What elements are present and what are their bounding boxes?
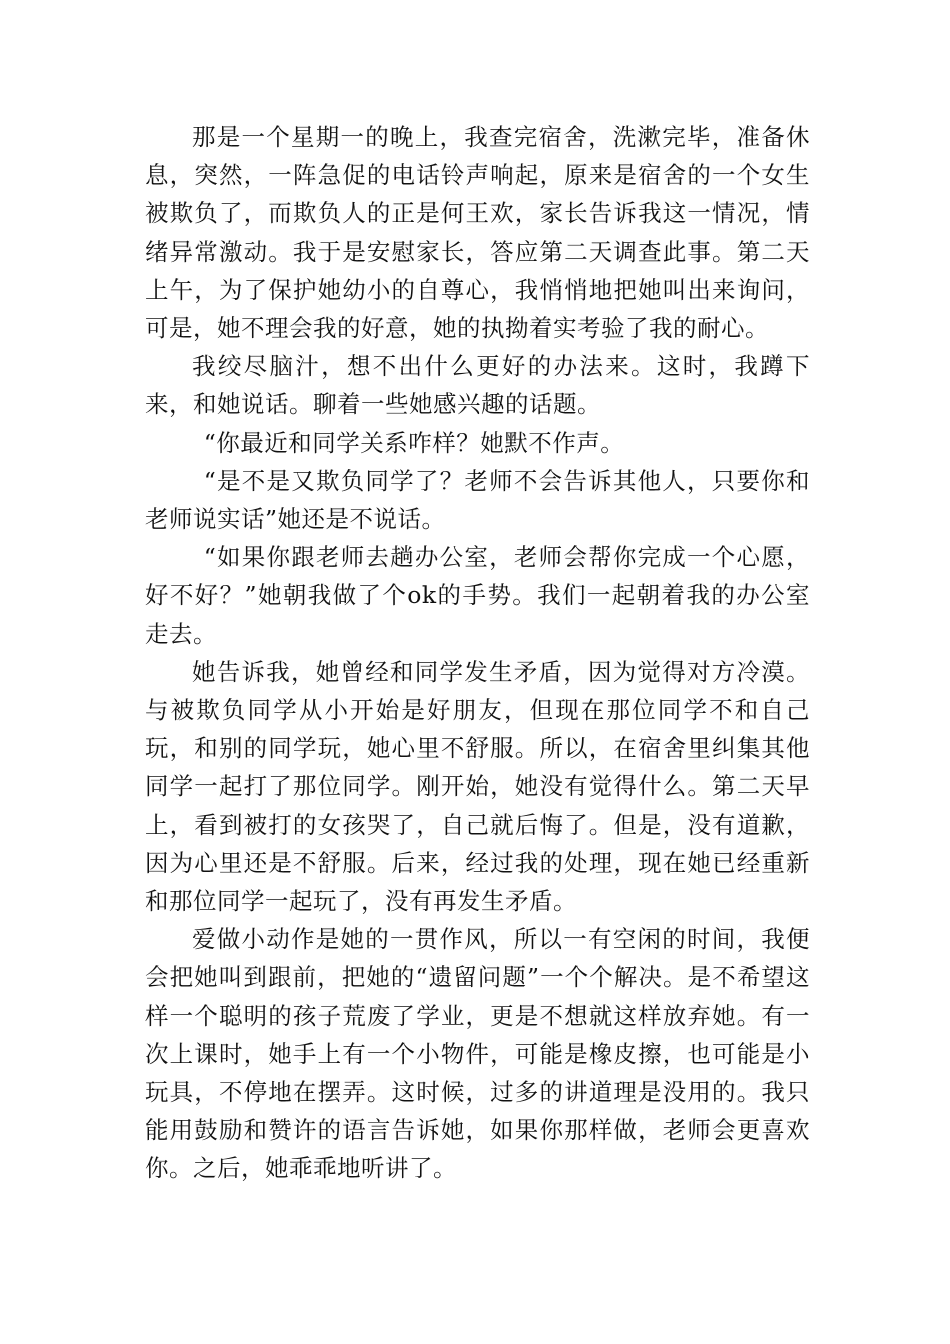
paragraph-3: “你最近和同学关系咋样？她默不作声。 (203, 428, 625, 457)
paragraph-6: 她告诉我，她曾经和同学发生矛盾，因为觉得对方冷漠。与被欺负同学从小开始是好朋友，但现在那位同学不和自己玩，和别的同学玩，她心里不舒服。所以，在宿舍里纠集其他同学一起打了那位同学。刚开始，她没有觉得什么。第二天早上，看到被打的女孩哭了，自己就后悔了。但是，没有道歉，因为心里还是不舒服。后来，经过我的处理，现在她已经重新和那位同学一起玩了，没有再发生矛盾。 (145, 657, 810, 916)
paragraph-5: “如果你跟老师去趟办公室，老师会帮你完成一个心愿，好不好？”她朝我做了个ok的手势。我们一起朝着我的办公室走去。 (145, 543, 810, 648)
paragraph-2: 我绞尽脑汁，想不出什么更好的办法来。这时，我蹲下来，和她说话。聊着一些她感兴趣的话题。 (145, 352, 810, 419)
document-page (145, 118, 810, 1188)
paragraph-4: “是不是又欺负同学了？老师不会告诉其他人，只要你和老师说实话”她还是不说话。 (145, 466, 810, 534)
paragraph-7: 爱做小动作是她的一贯作风，所以一有空闲的时间，我便会把她叫到跟前，把她的“遗留问题”一个个解决。是不希望这样一个聪明的孩子荒废了学业，更是不想就这样放弃她。有一次上课时，她手上有一个小物件，可能是橡皮擦，也可能是小玩具，不停地在摆弄。这时候，过多的讲道理是没用的。我只能用鼓励和赞许的语言告诉她，如果你那样做，老师会更喜欢你。之后，她乖乖地听讲了。 (145, 925, 810, 1183)
paragraph-1: 那是一个星期一的晚上，我查完宿舍，洗漱完毕，准备休息，突然，一阵急促的电话铃声响起，原来是宿舍的一个女生被欺负了，而欺负人的正是何王欢，家长告诉我这一情况，情绪异常激动。我于是安慰家长，答应第二天调查此事。第二天上午，为了保护她幼小的自尊心，我悄悄地把她叫出来询问，可是，她不理会我的好意，她的执拗着实考验了我的耐心。 (145, 123, 810, 343)
